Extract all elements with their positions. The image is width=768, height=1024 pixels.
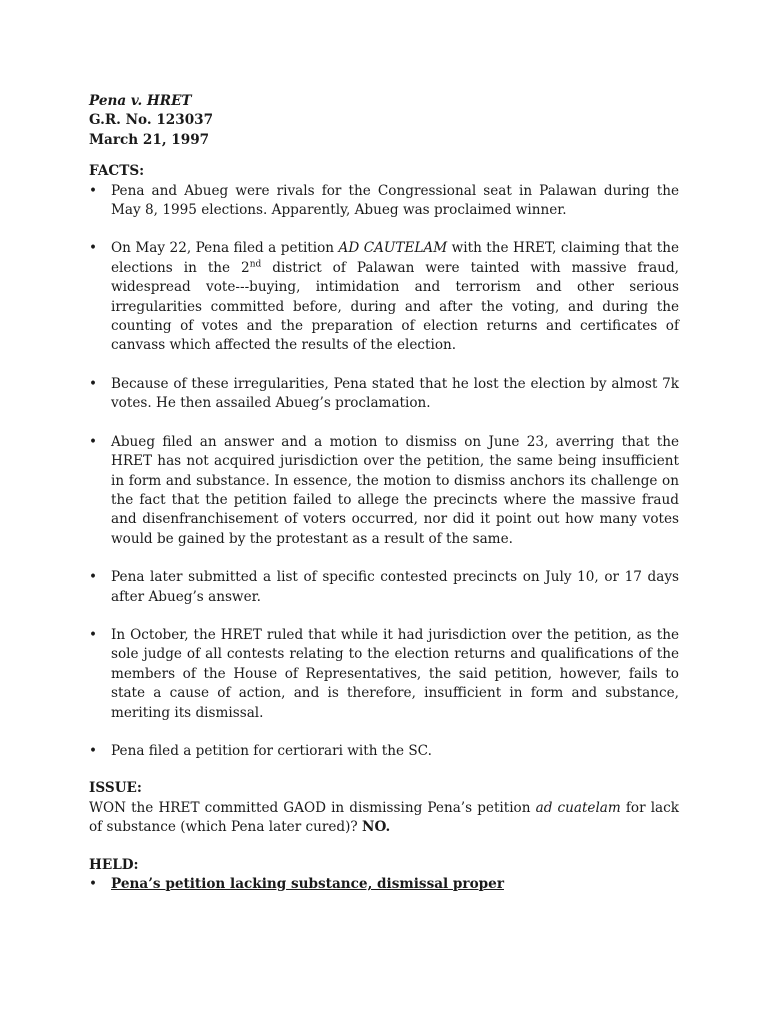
facts-item-4 bbox=[89, 433, 679, 549]
issue-heading: ISSUE: bbox=[89, 780, 142, 797]
facts-item-5-text: Pena later submitted a list of specific contested precincts on July 10, or 17 days after Abueg’s answer. bbox=[111, 569, 679, 605]
decision-date: March 21, 1997 bbox=[89, 131, 210, 148]
issue-answer: NO. bbox=[362, 819, 391, 836]
facts-item-6-text: In October, the HRET ruled that while it had jurisdiction over the petition, as the sole judge of all contests relating to the election returns and qualifications of the members of the House of Representatives, the said petition, however, fails to state a cause of action, and is therefore, insufficient in form and substance, meriting its dismissal. bbox=[111, 626, 679, 721]
facts-item-4-text: Abueg filed an answer and a motion to dismiss on June 23, averring that the HRET has not acquired jurisdiction over the petition, the same being insufficient in form and substance. In essence, the motion to dismiss anchors its challenge on the fact that the petition failed to allege the precincts where the massive fraud and disenfranchisement of voters occurred, nor did it point out how many votes would be gained by the protestant as a result of the same. bbox=[111, 433, 679, 547]
issue-text-a: WON the HRET committed GAOD in dismissing Pena’s petition bbox=[89, 799, 536, 816]
facts-item-5 bbox=[89, 568, 679, 607]
bullet-icon: • bbox=[89, 876, 98, 892]
bullet-icon: • bbox=[89, 626, 98, 643]
facts-item-2-text-b: with the HRET, claiming that the elections in the 2 bbox=[111, 240, 680, 276]
facts-item-3 bbox=[89, 375, 679, 414]
bullet-icon: • bbox=[89, 375, 98, 392]
facts-heading: FACTS: bbox=[89, 163, 145, 180]
facts-item-7-text: Pena filed a petition for certiorari with the SC. bbox=[111, 742, 432, 759]
facts-item-2-text-a: On May 22, Pena filed a petition bbox=[111, 240, 339, 257]
facts-item-2-superscript: nd bbox=[249, 259, 262, 270]
held-item-1 bbox=[89, 875, 679, 894]
held-heading: HELD: bbox=[89, 856, 139, 873]
facts-item-2-text-c: district of Palawan were tainted with massive fraud, widespread vote---buying, intimidation and terrorism and other serious irregularities committed before, during and after the voting, and during the counting of votes and the preparation of election returns and certificates of canvass which affected the results of the election. bbox=[111, 259, 680, 354]
facts-item-3-text: Because of these irregularities, Pena stated that he lost the election by almost 7k votes. He then assailed Abueg’s proclamation. bbox=[111, 375, 679, 412]
case-title: Pena v. HRET bbox=[89, 93, 192, 109]
gr-number: G.R. No. 123037 bbox=[89, 112, 214, 129]
facts-item-6 bbox=[89, 626, 679, 723]
held-point-text: Pena’s petition lacking substance, dismissal proper bbox=[111, 876, 504, 892]
facts-item-1-text: Pena and Abueg were rivals for the Congressional seat in Palawan during the May 8, 1995 elections. Apparently, Abueg was proclaimed winner. bbox=[111, 182, 679, 219]
bullet-icon: • bbox=[89, 240, 98, 257]
issue-text-b: for lack of substance (which Pena later cured)? bbox=[89, 799, 679, 836]
document-body bbox=[89, 92, 679, 894]
bullet-icon: • bbox=[89, 569, 98, 586]
issue-italic: ad cuatelam bbox=[535, 799, 621, 816]
issue-statement bbox=[89, 799, 679, 838]
bullet-icon: • bbox=[89, 182, 98, 199]
facts-item-7 bbox=[89, 742, 679, 761]
facts-item-2-italic: AD CAUTELAM bbox=[338, 240, 448, 257]
facts-item-1 bbox=[89, 182, 679, 221]
bullet-icon: • bbox=[89, 433, 98, 450]
bullet-icon: • bbox=[89, 742, 98, 759]
facts-item-2 bbox=[89, 239, 679, 355]
